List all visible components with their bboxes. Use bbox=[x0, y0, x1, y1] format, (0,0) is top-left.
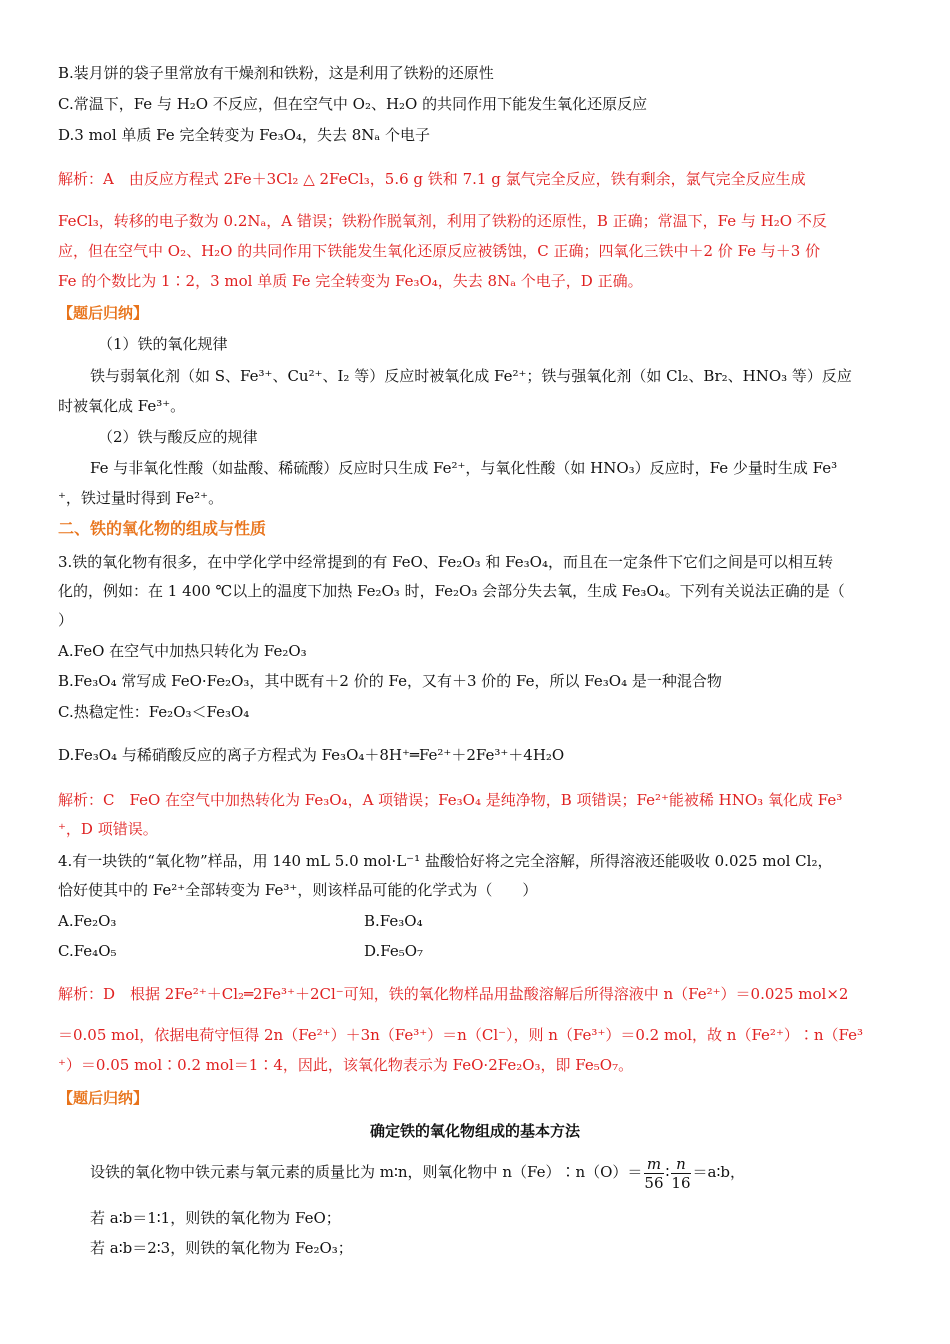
q3-option-d: D.Fe₃O₄ 与稀硝酸反应的离子方程式为 Fe₃O₄＋8H⁺═Fe²⁺＋2Fe³⁺＋4H₂O bbox=[58, 746, 565, 764]
q3-option-c: C.热稳定性：Fe₂O₃＜Fe₃O₄ bbox=[58, 703, 250, 721]
method-title: 确定铁的氧化物组成的基本方法 bbox=[369, 1122, 580, 1140]
fraction-separator: ∶ bbox=[665, 1163, 670, 1181]
method-case-fe2o3: 若 a∶b＝2∶3，则铁的氧化物为 Fe₂O₃； bbox=[90, 1239, 353, 1257]
section-title: 二、铁的氧化物的组成与性质 bbox=[58, 519, 267, 538]
fraction-n-over-16 bbox=[671, 1155, 690, 1192]
q3-stem-line-3: ） bbox=[58, 611, 74, 629]
q3-stem-line-2: 化的，例如：在 1 400 ℃以上的温度下加热 Fe₂O₃ 时，Fe₂O₃ 会部分失去氧，生成 Fe₃O₄。下列有关说法正确的是（ bbox=[58, 582, 845, 600]
q3-option-a: A.FeO 在空气中加热只转化为 Fe₂O₃ bbox=[58, 642, 307, 660]
fraction-2-denominator: 16 bbox=[671, 1173, 691, 1192]
q2-option-b: B.装月饼的袋子里常放有干燥剂和铁粉，这是利用了铁粉的还原性 bbox=[58, 64, 494, 82]
q4-analysis-line-1: 解析：D 根据 2Fe²⁺＋Cl₂═2Fe³⁺＋2Cl⁻可知，铁的氧化物样品用盐酸溶解后所得溶液中 n（Fe²⁺）＝0.025 mol×2 bbox=[58, 985, 849, 1003]
q2-analysis-line-3: 应，但在空气中 O₂、H₂O 的共同作用下铁能发生氧化还原反应被锈蚀，C 正确；四氧化三铁中＋2 价 Fe 与＋3 价 bbox=[58, 242, 821, 260]
summary-tag-2: 【题后归纳】 bbox=[58, 1089, 149, 1107]
q3-analysis-line-1: 解析：C FeO 在空气中加热转化为 Fe₃O₄，A 项错误；Fe₃O₄ 是纯净物，B 项错误；Fe²⁺能被稀 HNO₃ 氧化成 Fe³ bbox=[58, 791, 843, 809]
q4-analysis-line-3: ⁺）＝0.05 mol∶0.2 mol＝1∶4，因此，该氧化物表示为 FeO·2Fe₂O₃，即 Fe₅O₇。 bbox=[58, 1056, 634, 1074]
method-case-feo: 若 a∶b＝1∶1，则铁的氧化物为 FeO； bbox=[90, 1209, 341, 1227]
q2-analysis-line-2: FeCl₃，转移的电子数为 0.2Nₐ，A 错误；铁粉作脱氧剂，利用了铁粉的还原性，B 正确；常温下，Fe 与 H₂O 不反 bbox=[58, 212, 827, 230]
summary-heading-acid: （2）铁与酸反应的规律 bbox=[98, 428, 258, 446]
q4-stem-line-1: 4.有一块铁的“氧化物”样品，用 140 mL 5.0 mol·L⁻¹ 盐酸恰好将之完全溶解，所得溶液还能吸收 0.025 mol Cl₂， bbox=[58, 852, 833, 870]
summary-para-1b: 时被氧化成 Fe³⁺。 bbox=[58, 397, 186, 415]
fraction-1-numerator: m bbox=[644, 1155, 663, 1174]
method-formula-result: ＝a∶b， bbox=[692, 1163, 745, 1181]
q4-option-d: D.Fe₅O₇ bbox=[364, 942, 424, 960]
q4-analysis-line-2: ＝0.05 mol，依据电荷守恒得 2n（Fe²⁺）＋3n（Fe³⁺）＝n（Cl⁻），则 n（Fe³⁺）＝0.2 mol，故 n（Fe²⁺）∶n（Fe³ bbox=[58, 1026, 864, 1044]
q3-stem-line-1: 3.铁的氧化物有很多，在中学化学中经常提到的有 FeO、Fe₂O₃ 和 Fe₃O₄，而且在一定条件下它们之间是可以相互转 bbox=[58, 553, 833, 571]
summary-heading-oxidation: （1）铁的氧化规律 bbox=[98, 335, 228, 353]
fraction-2-numerator: n bbox=[671, 1155, 690, 1174]
q2-option-c: C.常温下，Fe 与 H₂O 不反应，但在空气中 O₂、H₂O 的共同作用下能发生氧化还原反应 bbox=[58, 95, 648, 113]
summary-tag-1: 【题后归纳】 bbox=[58, 304, 149, 322]
q2-analysis-line-1: 解析：A 由反应方程式 2Fe＋3Cl₂ △ 2FeCl₃，5.6 g 铁和 7.1 g 氯气完全反应，铁有剩余，氯气完全反应生成 bbox=[58, 170, 806, 188]
fraction-1-denominator: 56 bbox=[644, 1173, 664, 1192]
q4-stem-line-2: 恰好使其中的 Fe²⁺全部转变为 Fe³⁺，则该样品可能的化学式为（ ） bbox=[58, 881, 538, 899]
q2-option-d: D.3 mol 单质 Fe 完全转变为 Fe₃O₄，失去 8Nₐ 个电子 bbox=[58, 126, 430, 144]
q4-option-c: C.Fe₄O₅ bbox=[58, 942, 117, 960]
q3-analysis-line-2: ⁺，D 项错误。 bbox=[58, 820, 158, 838]
method-formula-line bbox=[58, 1152, 892, 1192]
q3-option-b: B.Fe₃O₄ 常写成 FeO·Fe₂O₃，其中既有＋2 价的 Fe，又有＋3 价的 Fe，所以 Fe₃O₄ 是一种混合物 bbox=[58, 672, 722, 690]
q4-option-a: A.Fe₂O₃ bbox=[58, 912, 117, 930]
summary-para-1a: 铁与弱氧化剂（如 S、Fe³⁺、Cu²⁺、I₂ 等）反应时被氧化成 Fe²⁺；铁与强氧化剂（如 Cl₂、Br₂、HNO₃ 等）反应 bbox=[90, 367, 852, 385]
summary-para-2b: ⁺，铁过量时得到 Fe²⁺。 bbox=[58, 489, 224, 507]
method-formula-text: 设铁的氧化物中铁元素与氧元素的质量比为 m∶n，则氧化物中 n（Fe）∶n（O）＝ bbox=[90, 1163, 643, 1181]
q2-analysis-line-4: Fe 的个数比为 1∶2，3 mol 单质 Fe 完全转变为 Fe₃O₄，失去 8Nₐ 个电子，D 正确。 bbox=[58, 272, 643, 290]
summary-para-2a: Fe 与非氧化性酸（如盐酸、稀硫酸）反应时只生成 Fe²⁺，与氧化性酸（如 HNO₃）反应时，Fe 少量时生成 Fe³ bbox=[90, 459, 838, 477]
fraction-m-over-56 bbox=[644, 1155, 663, 1192]
q4-option-b: B.Fe₃O₄ bbox=[364, 912, 423, 930]
